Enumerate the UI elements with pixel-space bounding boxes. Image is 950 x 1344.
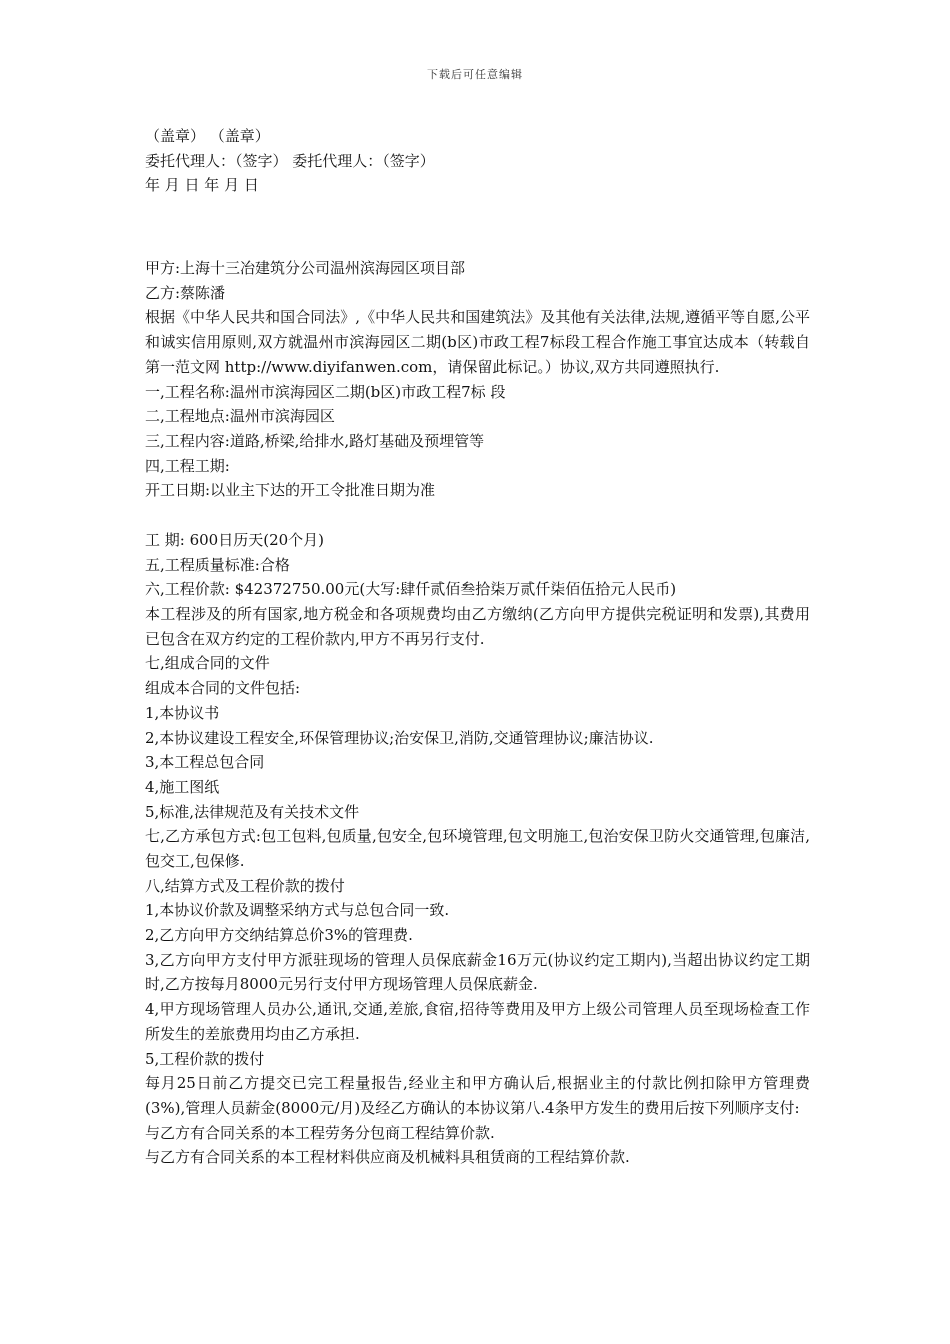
doc-item: 4,施工图纸 <box>145 777 220 796</box>
payment-rule-paragraph: 每月25日前乙方提交已完工程量报告,经业主和甲方确认后,根据业主的付款比例扣除甲方管理费(3%),管理人员薪金(8000元/月)及经乙方确认的本协议第八.4条甲方发生的费用后按下列顺序支付: <box>145 1074 810 1117</box>
document-body <box>145 124 810 1170</box>
settlement-item: 1,本协议价款及调整采纳方式与总包合同一致. <box>145 901 450 920</box>
spacer <box>145 503 810 528</box>
payment-order-item: 与乙方有合同关系的本工程劳务分包商工程结算价款. <box>145 1123 495 1142</box>
project-location: 二,工程地点:温州市滨海园区 <box>145 407 335 426</box>
seal-line: （盖章） （盖章） <box>145 127 270 145</box>
settlement-title: 八,结算方式及工程价款的拨付 <box>145 876 345 895</box>
start-date: 开工日期:以业主下达的开工令批准日期为准 <box>145 481 436 500</box>
spacer <box>145 198 810 256</box>
doc-item: 1,本协议书 <box>145 703 220 722</box>
duration: 工 期: 600日历天(20个月) <box>145 530 325 549</box>
settlement-item: 4,甲方现场管理人员办公,通讯,交通,差旅,食宿,招待等费用及甲方上级公司管理人员至现场检查工作所发生的差旅费用均由乙方承担. <box>145 1000 810 1043</box>
doc-item: 2,本协议建设工程安全,环保管理协议;治安保卫,消防,交通管理协议;廉洁协议. <box>145 728 654 747</box>
contract-docs-title: 七,组成合同的文件 <box>145 654 270 673</box>
party-b: 乙方:蔡陈潘 <box>145 283 226 302</box>
contract-mode-paragraph: 七,乙方承包方式:包工包料,包质量,包安全,包环境管理,包文明施工,包治安保卫防火交通管理,包廉洁,包交工,包保修. <box>145 827 810 870</box>
doc-item: 5,标准,法律规范及有关技术文件 <box>145 802 360 821</box>
contract-docs-intro: 组成本合同的文件包括: <box>145 679 301 698</box>
project-content: 三,工程内容:道路,桥梁,给排水,路灯基础及预埋管等 <box>145 431 485 450</box>
intro-paragraph: 根据《中华人民共和国合同法》,《中华人民共和国建筑法》及其他有关法律,法规,遵循平等自愿,公平和诚实信用原则,双方就温州市滨海园区二期(b区)市政工程7标段工程合作施工事宜达成本（转载自第一范文网 http://www.diyifanwen.com，请保留此标记。）协议,双方共同遵照执行. <box>145 308 810 376</box>
project-period-title: 四,工程工期: <box>145 456 230 475</box>
contract-price: 六,工程价款: $42372750.00元(大写:肆仟贰佰叁拾柒万贰仟柒佰伍拾元人民币) <box>145 580 677 599</box>
quality-standard: 五,工程质量标准:合格 <box>145 555 290 574</box>
project-name: 一,工程名称:温州市滨海园区二期(b区)市政工程7标 段 <box>145 382 506 401</box>
doc-item: 3,本工程总包合同 <box>145 753 265 772</box>
settlement-item: 5,工程价款的拨付 <box>145 1049 265 1068</box>
date-line: 年 月 日 年 月 日 <box>145 176 259 195</box>
settlement-item: 3,乙方向甲方支付甲方派驻现场的管理人员保底薪金16万元(协议约定工期内),当超出协议约定工期时,乙方按每月8000元另行支付甲方现场管理人员保底薪金. <box>145 950 810 994</box>
tax-paragraph: 本工程涉及的所有国家,地方税金和各项规费均由乙方缴纳(乙方向甲方提供完税证明和发票),其费用已包含在双方约定的工程价款内,甲方不再另行支付. <box>145 605 810 648</box>
payment-order-item: 与乙方有合同关系的本工程材料供应商及机械料具租赁商的工程结算价款. <box>145 1148 630 1167</box>
page-header-note: 下载后可任意编辑 <box>427 68 523 81</box>
settlement-item: 2,乙方向甲方交纳结算总价3%的管理费. <box>145 926 413 945</box>
agent-signature-line: 委托代理人：（签字） 委托代理人：（签字） <box>145 151 435 170</box>
party-a: 甲方:上海十三冶建筑分公司温州滨海园区项目部 <box>145 259 466 278</box>
